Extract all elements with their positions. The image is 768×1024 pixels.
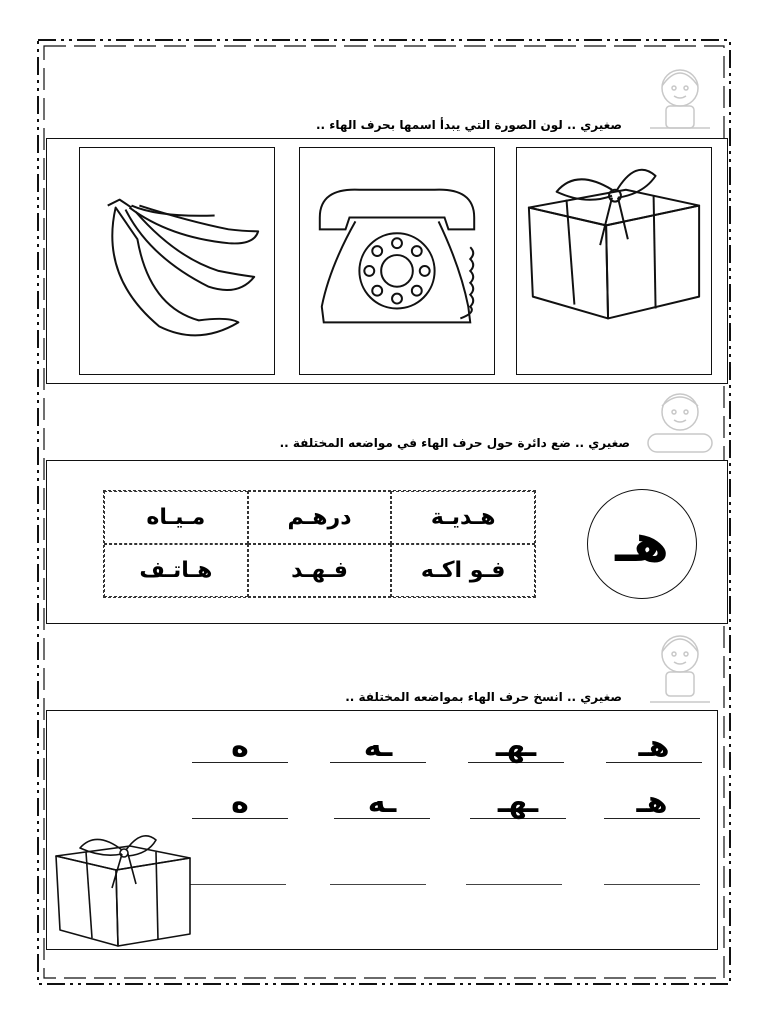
model-letter: ـهـ (468, 732, 564, 763)
girl-illustration-icon (640, 58, 720, 138)
word-cell[interactable]: هـديـة (391, 491, 535, 544)
word-cell[interactable]: فـهـد (248, 544, 392, 597)
picture-telephone[interactable] (299, 147, 495, 375)
gift-box-icon (517, 148, 711, 374)
letter-circle (587, 489, 697, 599)
model-letter: ـه (330, 732, 426, 763)
writing-line[interactable] (190, 854, 286, 885)
model-letter: ـهـ (470, 788, 566, 819)
telephone-icon (300, 148, 494, 374)
word-grid (103, 490, 536, 598)
gift-box-icon (52, 830, 196, 950)
writing-line[interactable] (466, 854, 562, 885)
target-letter: هـ (615, 514, 669, 574)
girl-illustration-icon (640, 624, 720, 710)
model-letter: هـ (604, 788, 700, 819)
model-letter: ـه (334, 788, 430, 819)
word-cell[interactable]: فـو اكـه (391, 544, 535, 597)
word-cell[interactable]: مـيـاه (104, 491, 248, 544)
picture-gift[interactable] (516, 147, 712, 375)
word-cell[interactable]: هـاتـف (104, 544, 248, 597)
section1-instruction: صغيري .. لون الصورة التي يبدأ اسمها بحرف الهاء .. (315, 118, 622, 132)
word-cell[interactable]: درهـم (248, 491, 392, 544)
writing-line[interactable] (330, 854, 426, 885)
writing-line[interactable] (604, 854, 700, 885)
banana-icon (80, 148, 274, 374)
boy-illustration-icon (640, 382, 720, 462)
section2-instruction: صغيري .. ضع دائرة حول حرف الهاء في مواضعه المختلفة .. (279, 436, 630, 450)
section3-instruction: صغيري .. انسخ حرف الهاء بمواضعه المختلفة .. (345, 690, 622, 704)
model-letter: ه (192, 732, 288, 763)
model-letter: ه (192, 788, 288, 819)
model-letter: هـ (606, 732, 702, 763)
picture-banana[interactable] (79, 147, 275, 375)
